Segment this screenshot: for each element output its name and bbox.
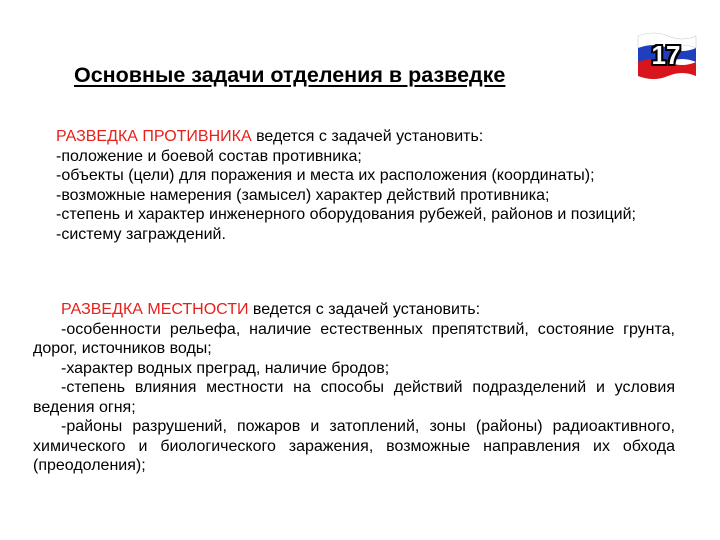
list-item: -возможные намерения (замысел) характер действий противника; <box>56 186 550 204</box>
list-item: -районы разрушений, пожаров и затоплений, зоны (районы) радиоактивного, химического и биологического заражения, возможные направления их обхода (преодоления); <box>33 418 675 474</box>
section-heading-text: ведется с задачей установить: <box>248 301 481 318</box>
enemy-reconnaissance-section <box>28 127 670 244</box>
section-heading-text: ведется с задачей установить: <box>251 128 484 145</box>
list-item: -положение и боевой состав противника; <box>56 147 362 165</box>
list-item: -характер водных преград, наличие бродов; <box>61 359 390 377</box>
section-heading-highlight: РАЗВЕДКА МЕСТНОСТИ <box>61 301 249 318</box>
list-item: -степень и характер инженерного оборудования рубежей, районов и позиций; <box>56 206 636 223</box>
slide-title: Основные задачи отделения в разведке <box>74 63 506 87</box>
section-heading <box>33 300 675 320</box>
terrain-reconnaissance-section <box>33 300 675 476</box>
russian-flag-badge <box>634 30 698 80</box>
list-item: -объекты (цели) для поражения и места их расположения (координаты); <box>56 167 595 184</box>
section-heading <box>28 127 670 147</box>
list-item: -степень влияния местности на способы действий подразделений и условия ведения огня; <box>33 379 675 416</box>
list-item: -особенности рельефа, наличие естественных препятствий, состояние грунта, дорог, источников воды; <box>33 320 675 357</box>
slide-number: 17 <box>651 40 681 70</box>
section-heading-highlight: РАЗВЕДКА ПРОТИВНИКА <box>56 128 252 145</box>
list-item: -систему заграждений. <box>56 225 226 243</box>
